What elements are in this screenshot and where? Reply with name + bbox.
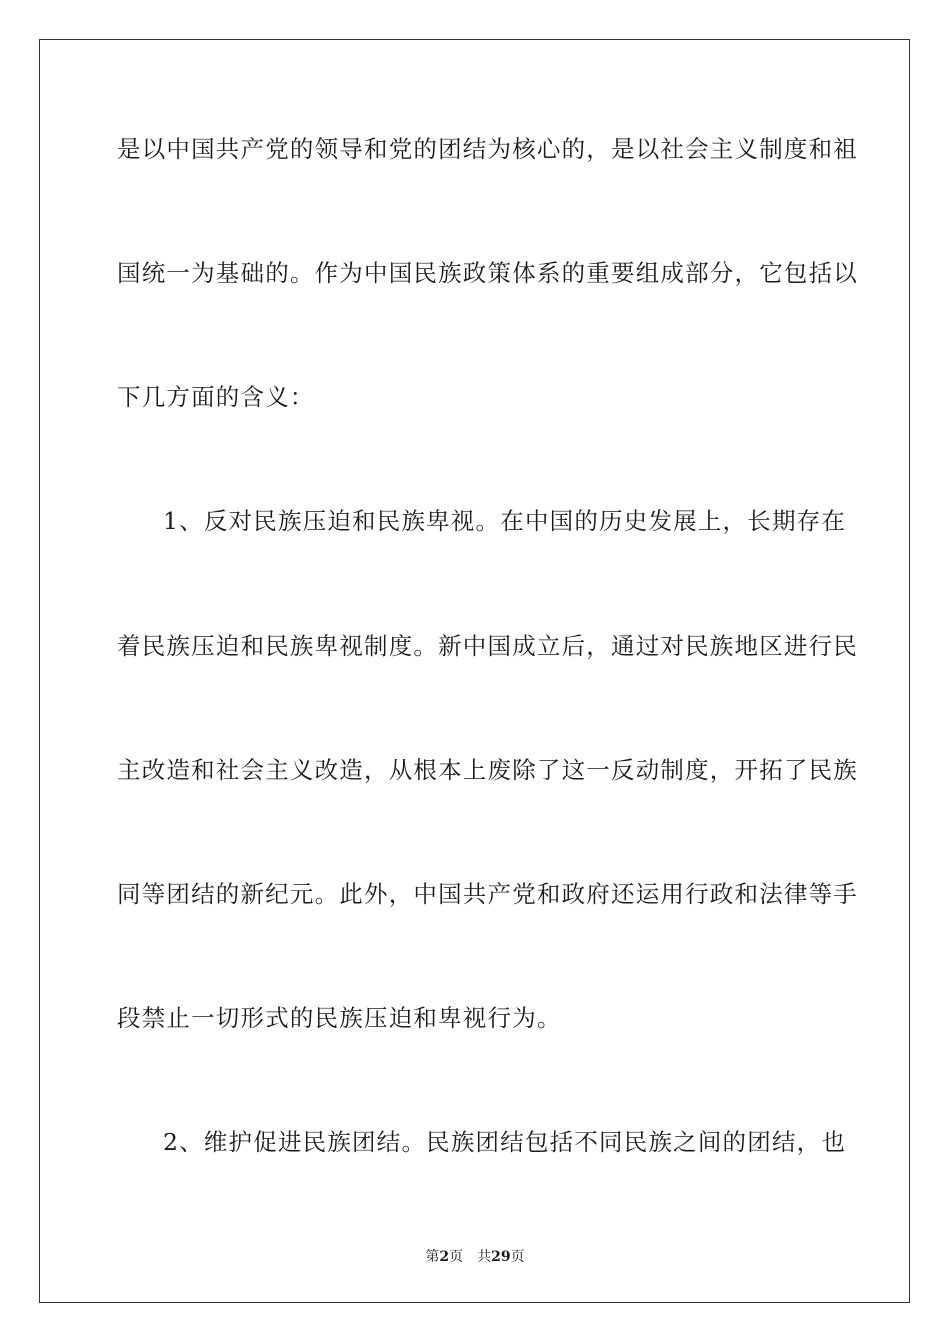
page-label-suffix: 页 bbox=[449, 1249, 464, 1265]
body-text-line: 段禁止一切形式的民族压迫和卑视行为。 bbox=[117, 1004, 562, 1032]
total-pages: 29 bbox=[491, 1249, 511, 1265]
page-border bbox=[39, 39, 910, 1303]
body-text-line: 下几方面的含义： bbox=[117, 383, 315, 411]
page-number: 2 bbox=[439, 1249, 450, 1265]
list-item-1-start: 1、反对民族压迫和民族卑视。在中国的历史发展上，长期存在 bbox=[163, 507, 847, 535]
page-footer bbox=[0, 1248, 950, 1266]
list-item-2-start: 2、维护促进民族团结。民族团结包括不同民族之间的团结，也 bbox=[163, 1128, 847, 1156]
body-text-line: 是以中国共产党的领导和党的团结为核心的，是以社会主义制度和祖 bbox=[117, 135, 858, 163]
total-label-prefix: 共 bbox=[477, 1249, 492, 1265]
page-label-prefix: 第 bbox=[425, 1249, 440, 1265]
body-text-line: 国统一为基础的。作为中国民族政策体系的重要组成部分，它包括以 bbox=[117, 259, 858, 287]
total-label-suffix: 页 bbox=[510, 1249, 525, 1265]
body-text-line: 主改造和社会主义改造，从根本上废除了这一反动制度，开拓了民族 bbox=[117, 756, 858, 784]
body-text-line: 同等团结的新纪元。此外，中国共产党和政府还运用行政和法律等手 bbox=[117, 880, 858, 908]
body-text-line: 着民族压迫和民族卑视制度。新中国成立后，通过对民族地区进行民 bbox=[117, 632, 858, 660]
